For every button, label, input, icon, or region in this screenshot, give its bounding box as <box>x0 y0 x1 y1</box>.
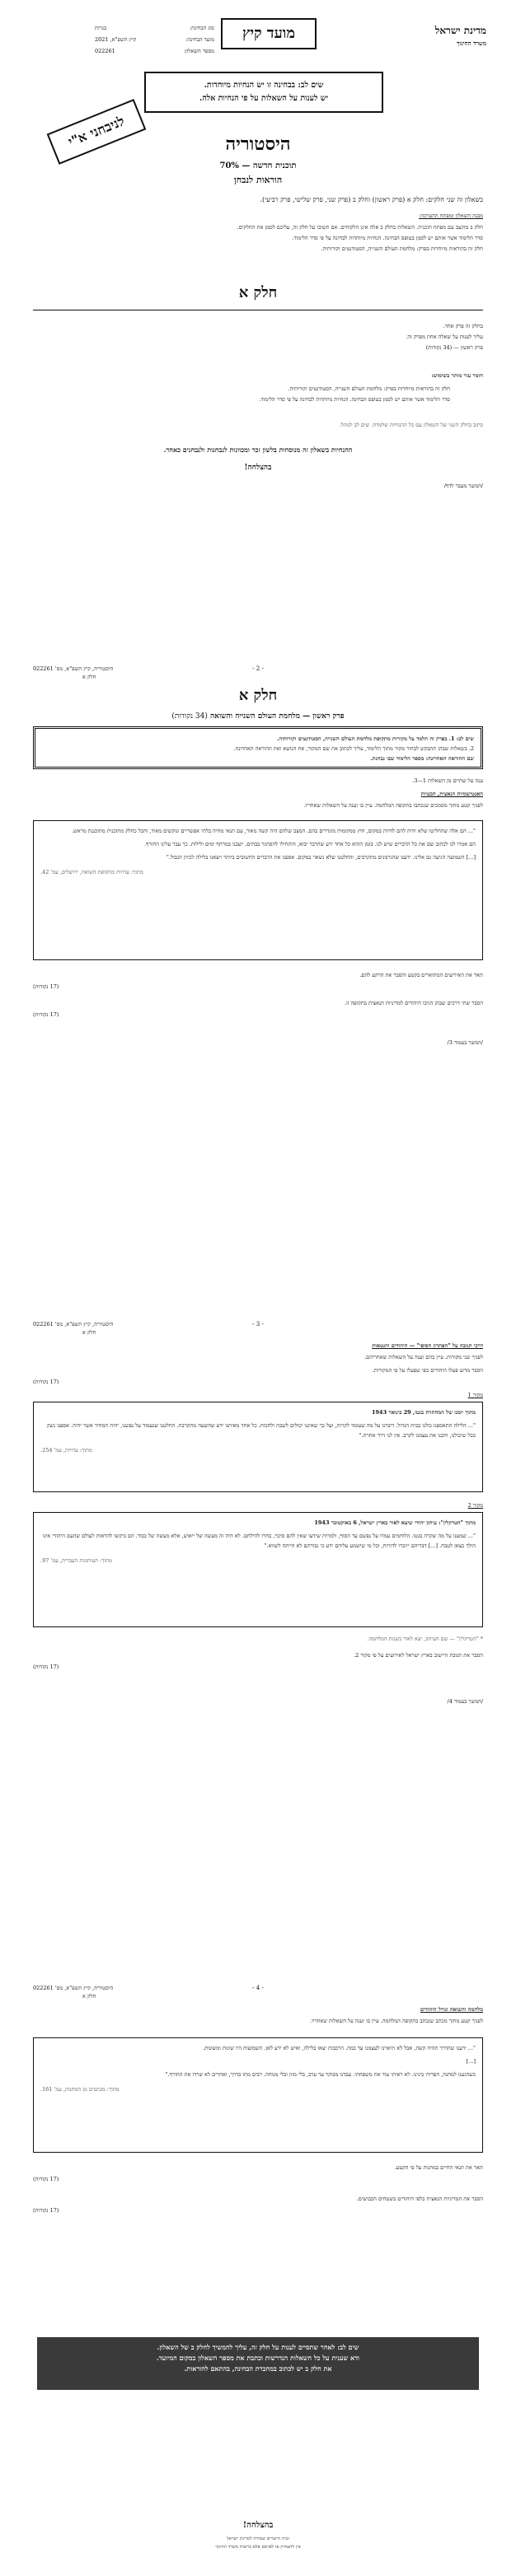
instruction-line: חלק ב מוקצב עם מפתח תוכנית. השאלות בחלק ב אלה אינן הלקוחים. אם תשיבו על חלק זה, עליכם לסמן את החלקים. <box>237 224 483 231</box>
attention-line: שים לב: 1. בפרק זה תלמד על מקורות מתקופת מלחמת העולם השנייה, הסטודנטים וקורותיה. <box>277 735 474 742</box>
answer-instruction: ענה על שתיים מן השאלות 1—3. <box>412 777 483 784</box>
exam-session-title: מועד קיץ <box>221 18 317 49</box>
question-3-intro: לפניך קטע מתוך מכתב שנכתב בתקופה המלחמה. עיין בו וענה על השאלות שאחריו. <box>310 2018 483 2024</box>
instructions-title: הוראות לנבחן <box>233 175 283 185</box>
quote-paragraph: [...] השמועה הגיעה גם אלינו. ידענו שהגרמנים מתקרבים, והחלטנו שלא נשאר במקום. אספנו את הדברים החשובים ביותר ויצאנו בלילה לכיוון הגבול." <box>166 854 476 861</box>
page-1 <box>0 0 516 642</box>
page-3 <box>0 1318 516 1976</box>
question-2a-points: (17 נקודות) <box>33 1379 59 1385</box>
attention-line: שם ההוראה האחרונה: מספר הלימוד שבו נבחנת. <box>370 755 474 762</box>
structure-heading: מבנה השאלון ומפתח ההערכה: <box>419 212 483 219</box>
topic-line: חלק זה בהוראות מיוחדות בפרק: מלחמת העולם השנייה, הסטודנטים וקורותיה. <box>288 385 450 392</box>
meta-key: סוג הבחינה: <box>189 25 214 31</box>
question-1b-points: (17 נקודות) <box>33 1011 59 1018</box>
meta-value: בגרות <box>95 25 107 31</box>
final-line: ודא שענית על כל השאלות הנדרשות וכתבת את מספר השאלון במקום המיועד. <box>157 2354 359 2362</box>
note-small: כתוב בחלק השני של השאלון עם כל ההנחיות שלמדת. שים לב לנוהל. <box>339 422 483 428</box>
quote-source: מתוך: מכתבים מן המחנות, עמ' 161. <box>40 2086 120 2093</box>
notice-line-1: שים לב: בבחינה זו יש הנחיות מיוחדות. <box>204 81 324 90</box>
continue-note: /המשך בעמוד 3/ <box>447 1039 483 1046</box>
question-1-title: האנטישמיות הנאצית, הבעיות <box>420 791 483 797</box>
question-2-title: דרכי תגובה על "הפתרון הסופי" — היהודים והגטאות <box>372 1342 483 1349</box>
copyright-line: אין להעתיק או לפרסם אלא ברשות משרד החינוך <box>215 2545 301 2550</box>
question-1b: הסבר שתי דרכים שבהן הגיבו היהודים למדיניות הנאצית בתקופה זו. <box>344 1000 483 1006</box>
part-a-row: פרק ראשון — (34 נקודות) <box>425 344 483 351</box>
question-2b-points: (17 נקודות) <box>33 1664 59 1670</box>
meta-key: מספר השאלון: <box>183 47 214 54</box>
quote-paragraph: הם אמרו לנו לכתוב שם את כל הדברים שיש לנו. בזמן ההוא כל אחד ידע שהדבר יבוא, והתחילו להסתגר בבתים. ישבנו במרתף ימים ולילות. כך עבר עלינו החורף. <box>144 841 476 847</box>
quote-box <box>33 2037 483 2153</box>
final-line: את חלק ב יש לכתוב במחברת הבחינה, בהתאם להוראות. <box>184 2364 332 2373</box>
program-label: תוכנית חדשה — 70% <box>219 161 297 170</box>
page-4 <box>0 1983 516 2576</box>
question-3b-points: (17 נקודות) <box>33 2207 59 2214</box>
source-2-box <box>33 1512 483 1627</box>
instruction-line: סדר הלימוד אשר אותם יש לסמן בטופס הבחינה. הנחיות מיוחדות לבחינה על פי סדר הלימוד. <box>292 235 483 241</box>
running-header: היסטוריה, קיץ תשפ"א, מס' 022261 <box>33 1985 114 1991</box>
quote-box <box>33 820 483 960</box>
exam-meta <box>95 25 214 58</box>
source-1-box <box>33 1402 483 1492</box>
quote-paragraph: [...] <box>466 2058 476 2065</box>
footnote: * "הטרקלין" — שם העיתון, יצא לאור בשנות המלחמה. <box>367 1636 483 1642</box>
gender-note: ההנחיות בשאלון זה מנוסחות בלשון זכר ומכוונות לנבחנות ולנבחנים כאחד. <box>163 446 353 454</box>
question-2b: הסבר את תגובת היישוב בארץ ישראל לאירועים על פי מקור 2. <box>354 1652 483 1659</box>
notice-line-2: יש לענות על השאלות על פי הנחיות אלה. <box>199 94 328 103</box>
header-ministry <box>387 25 486 47</box>
topics-list <box>63 384 450 405</box>
question-1-intro: לפניך קטע מתוך מסמכים שנכתבו בתקופה המלחמה. עיין בו וענה על השאלות שאחריו. <box>303 802 483 809</box>
source-1-citation: מתוך: עדויות, עמ' 254. <box>40 1447 92 1454</box>
question-1a-points: (17 נקודות) <box>33 983 59 990</box>
source-1-label: מקור 1 <box>467 1392 483 1398</box>
running-header: היסטוריה, קיץ תשפ"א, מס' 022261 <box>33 1321 114 1328</box>
quote-paragraph: כשהגענו למחנה, הפרידו בינינו. לא ראיתי עוד את משפחתי. עבדנו מבוקר עד ערב, בלי מזון ובלי מנוחה. רבים מתו בדרך, ואחרים לא שרדו את החורף." <box>165 2071 476 2078</box>
instruction-line: חלק זה בהוראות מיוחדות בפרק: מלחמת העולם השנייה, הסטודנטים וקורותיה. <box>321 245 483 252</box>
final-attention-box <box>37 2337 479 2390</box>
stamp: לניבחני א"י <box>47 99 147 165</box>
good-luck: בהצלחה! <box>244 464 272 472</box>
topics-heading: חומר עזר מותר בשימוש: <box>431 372 483 379</box>
final-line: שים לב: לאחר שתסיים לענות על חלק זה, עליך להמשיך לחלק ב של השאלון. <box>157 2343 359 2351</box>
ministry-name: משרד החינוך <box>457 40 486 47</box>
part-a-row: בחלק זה פרק אחד. <box>443 323 483 329</box>
source-2-citation: מתוך: העיתונות העברית, עמ' 97. <box>40 1557 112 1564</box>
quote-paragraph: "... ידענו שהדרך תהיה קשה, אבל לא תיארנו לעצמנו עד כמה. הרכבות יצאו בלילה, ואיש לא ידע לאן. השמועות היו שונות ומשונות. <box>203 2045 476 2051</box>
part-a-row: עליך לענות על שאלה אחת מפרק זה. <box>406 334 483 340</box>
running-subheader: חלק א <box>82 674 96 680</box>
copyright-line: זכות היוצרים שמורה למדינת ישראל <box>227 2536 289 2541</box>
country-name: מדינת ישראל <box>434 25 486 36</box>
meta-row <box>95 48 214 56</box>
question-2a: הסבר מדוע פעלו היהודים כפי שפעלו על פי המקורות. <box>372 1367 483 1374</box>
question-2-intro: לפניך שני מקורות. עיין בהם וענה על השאלות שאחריהם. <box>364 1354 483 1360</box>
meta-value: 022261 <box>95 47 115 54</box>
attention-line: 2. בשאלות שבהן תתבקש לבחור מקור מתוך הלימוד, עליך לכתוב את שם המקור, את הנושא ואת ההוראה האחרונה. <box>233 745 474 752</box>
running-subheader: חלק א <box>82 1329 96 1336</box>
chapter-name: פרק ראשון — מלחמת העולם השנייה והשואה <box>209 712 345 721</box>
topic-line: סדר הלימוד אשר אותם יש לסמן בטופס הבחינה. הנחיות מיוחדות לבחינה על פי סדר הלימוד. <box>259 396 450 403</box>
continue-note: /המשך מעבר לדף/ <box>443 483 483 489</box>
meta-row <box>95 36 214 44</box>
meta-value: קיץ תשפ"א, 2021 <box>95 35 137 43</box>
page-number: - 3 - <box>252 1321 264 1328</box>
source-2-label: מקור 2 <box>467 1502 483 1509</box>
source-1-title: מתוך יומנו של המחתרת בגטו, 29 בינואר 1943 <box>372 1409 476 1416</box>
quote-paragraph: "... הם אלה שהחליטו שלא יהיה להם לחיות במקום, חוץ ממקומות מוגדרים בהם. המצב שלהם היה קשה מאוד, עם תנאי מחיה בלתי אפשריים ונוקשים מאוד, והכל כחלק מתוכנית מתוכננת מראש. <box>72 828 476 834</box>
page-2 <box>0 651 516 1309</box>
source-2-text: "... שמענו על מה שקרה בגטו. הלוחמים עמדו על נפשם עד הסוף, ולמרות שידעו שאין להם סיכוי, בחרו להילחם. לא היה זה מעשה של ייאוש, אלא מעשה של כבוד. הם ביקשו להראות לעולם שהעם היהודי אינו הולך כצאן לטבח. [...] דבריהם ייזכרו לדורות, וכל מי שישמע עליהם ידע כי גבורתם לא הייתה לשווא." <box>42 1533 476 1549</box>
page-number: - 4 - <box>252 1985 264 1991</box>
continue-note: /המשך בעמוד 4/ <box>447 1698 483 1705</box>
question-1a: תאר את האירועים המתוארים בקטע והסבר את הרקע להם. <box>359 972 483 978</box>
question-3b: הסבר את המדיניות הנאצית כלפי היהודים בשטחים הכבושים. <box>356 2196 483 2202</box>
meta-key: מועד הבחינה: <box>185 35 214 43</box>
quote-source: מתוך: עדויות מתקופת השואה, ירושלים, עמ' 42. <box>40 869 143 875</box>
source-2-title: מתוך "הטרקלין": עיתון יהודי שיצא לאור בארץ ישראל, 6 באוקטובר 1943 <box>314 1519 476 1526</box>
question-3a-points: (17 נקודות) <box>33 2176 59 2182</box>
attention-box <box>33 726 483 769</box>
chapter-points: (34 נקודות) <box>171 712 208 721</box>
special-notice-box <box>144 72 383 113</box>
chapter-title <box>33 712 483 722</box>
source-1-text: "... הלילה התאספנו כולנו בבית הגדול. דיברנו על מה שעומד לקרות, ועל כך שאיננו יכולים לשבת ולחכות. כל אחד מאיתנו ידע שהשעה מתקרבת. החלטנו שנעמוד על נפשנו, יהיה המחיר אשר יהיה. אספנו נשק ככל שיכולנו, והכנו את עצמנו לקרב. אין לנו דרך אחרת." <box>46 1422 476 1439</box>
page-number: - 2 - <box>252 665 264 672</box>
meta-row <box>95 25 214 33</box>
intro-text: בשאלון זה שני חלקים: חלק א (פרק ראשון) וחלק ב (פרק שני, פרק שלישי, פרק רביעי). <box>260 196 483 203</box>
part-a-heading: חלק א <box>238 687 278 704</box>
good-luck: בהצלחה! <box>242 2521 274 2530</box>
question-3a: תאר את תנאי החיים במחנות על פי הקטע. <box>394 2164 483 2171</box>
part-a-structure <box>33 321 483 353</box>
running-header: היסטוריה, קיץ תשפ"א, מס' 022261 <box>33 665 114 672</box>
part-a-heading: חלק א <box>238 284 278 301</box>
running-subheader: חלק א <box>82 1993 96 2000</box>
instructions-paragraph <box>33 222 483 254</box>
question-3-title: מלחמה והשואה וגורל היהודים <box>420 2006 483 2013</box>
subject-title: היסטוריה <box>225 133 291 155</box>
